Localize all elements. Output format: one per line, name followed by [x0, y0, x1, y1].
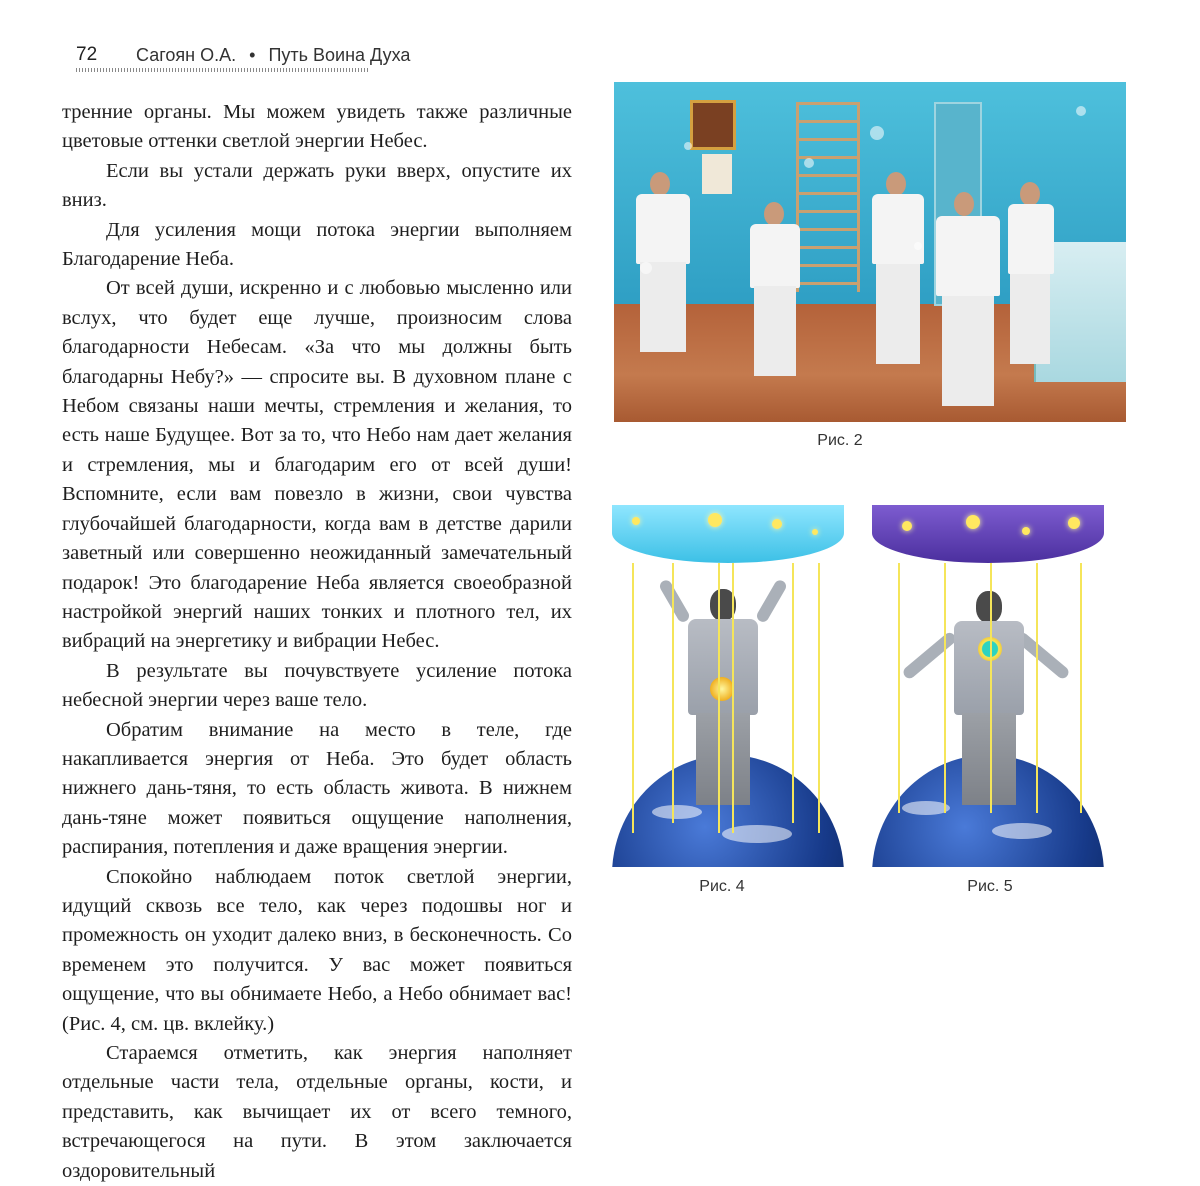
figure-5-illustration — [872, 505, 1104, 867]
figure-4-illustration — [612, 505, 844, 867]
figure-4-caption: Рис. 4 — [699, 878, 745, 895]
star — [772, 519, 782, 529]
energy-ray — [818, 563, 820, 833]
figure-2-caption: Рис. 2 — [817, 432, 863, 449]
energy-ray — [672, 563, 674, 823]
paragraph: От всей души, искренно и с любовью мысленно или вслух, что будет еще лучше, произносим слова благодарности Небесам. «За что мы должны быть благодарны Небу?» — спросите вы. В духовном плане с Небом связаны наши мечты, стремления и желания, то есть наше Будущее. Вот за то, что Небо нам дает желания и стремления, мы и благодарим его от всей души! Вспомните, если вам повезло в жизни, свои чувства глубочайшей благодарности, когда вам в детстве дарили заветный или совершенно неожиданный замечательный подарок! Это благодарение Неба является своеобразной настройкой энергий наших тонких и плотного тел, их вибраций на энергетику и вибрации Небес. — [62, 277, 572, 653]
paragraph: тренние органы. Мы можем увидеть также различные цветовые оттенки светлой энергии Небес. — [62, 101, 572, 153]
paragraph: Для усиления мощи потока энергии выполняем Благодарение Неба. — [62, 218, 572, 271]
energy-ray — [990, 563, 992, 813]
figure-5-caption: Рис. 5 — [967, 878, 1013, 895]
star — [966, 515, 980, 529]
running-title — [136, 45, 410, 66]
paragraph: Спокойно наблюдаем поток светлой энергии, идущий сквозь все тело, как через подошвы ног и промежность он уходит далеко вниз, в бесконечность. Со временем это получится. У вас может появиться ощущение, что вы обнимаете Небо, а Небо обнимает вас! (Рис. 4, см. цв. вклейку.) — [62, 865, 572, 1035]
running-header — [76, 40, 411, 72]
light-orb — [804, 158, 814, 168]
star — [1022, 527, 1030, 535]
photo-person — [714, 202, 834, 392]
header-rule — [76, 68, 368, 72]
paragraph: Стараемся отметить, как энергия наполняет отдельные части тела, отдельные органы, кости, и представить, как вычищает их от всего темного, встречающегося на пути. В этом заключается оздоровительный — [62, 1042, 572, 1182]
paragraph: Обратим внимание на место в теле, где накапливается энергия от Неба. Это будет область нижнего дань-тяня, то есть область живота. В нижнем дань-тяне может появиться ощущение наполнения, распирания, потепления и даже вращения энергии. — [62, 718, 572, 859]
energy-ray — [944, 563, 946, 813]
light-orb — [870, 126, 884, 140]
sky-dome — [872, 505, 1104, 563]
header-bullet: • — [249, 45, 256, 65]
author-name: Сагоян О.А. — [136, 45, 237, 65]
energy-ray — [632, 563, 634, 833]
energy-ray — [898, 563, 900, 813]
book-title: Путь Воина Духа — [268, 45, 411, 65]
star — [812, 529, 818, 535]
light-orb — [640, 262, 652, 274]
paragraph: В результате вы почувствуете усиление потока небесной энергии через ваше тело. — [62, 659, 572, 712]
figure-2-photo — [614, 82, 1126, 422]
light-orb — [684, 142, 692, 150]
dantian-glow — [710, 677, 734, 701]
photo-person — [996, 182, 1066, 382]
light-orb — [1076, 106, 1086, 116]
paragraph: Если вы устали держать руки вверх, опустите их вниз. — [62, 159, 572, 212]
earth-cloud — [902, 801, 950, 815]
energy-ray — [792, 563, 794, 823]
earth-cloud — [652, 805, 702, 819]
energy-ray — [1080, 563, 1082, 813]
energy-ray — [732, 563, 734, 833]
star — [1068, 517, 1080, 529]
earth-cloud — [992, 823, 1052, 839]
body-text-column — [62, 98, 572, 1186]
star — [902, 521, 912, 531]
photo-person — [622, 162, 712, 362]
page-number: 72 — [76, 44, 98, 65]
energy-ray — [718, 563, 720, 833]
star — [632, 517, 640, 525]
photo-picture-frame — [690, 100, 736, 150]
sky-dome — [612, 505, 844, 563]
energy-ray — [1036, 563, 1038, 813]
star — [708, 513, 722, 527]
light-orb — [914, 242, 922, 250]
